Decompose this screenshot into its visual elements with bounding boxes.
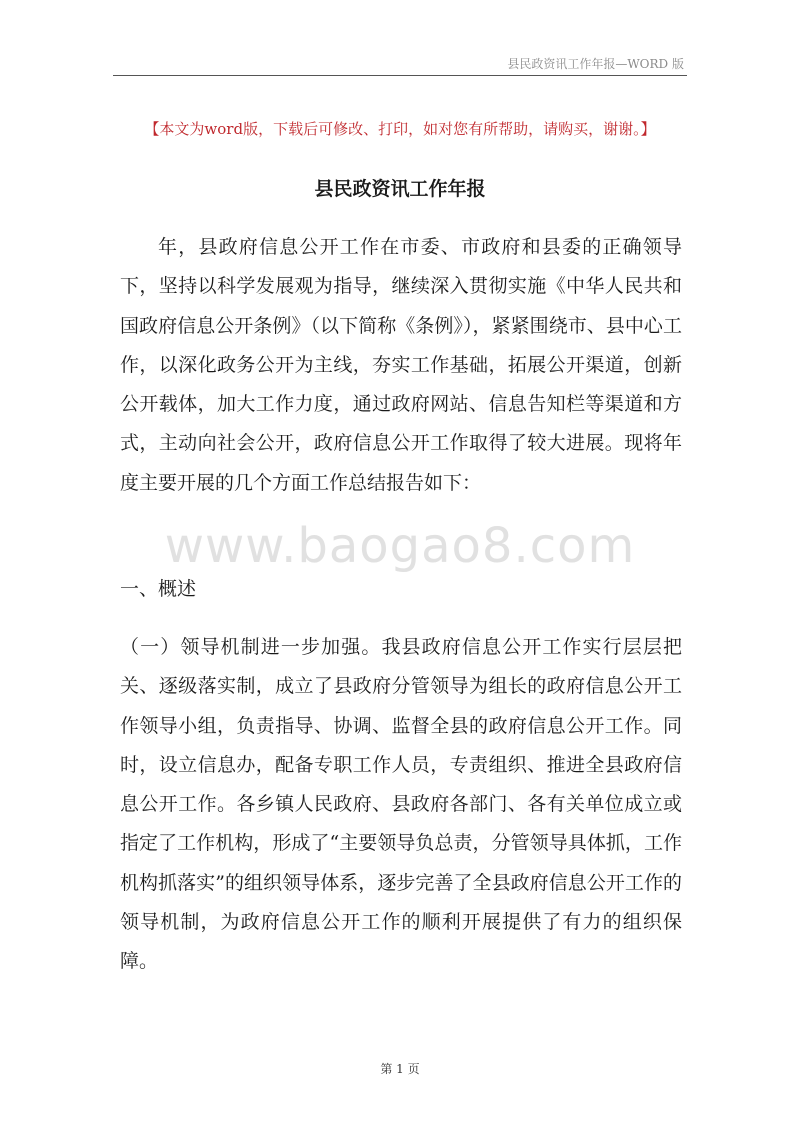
section-heading: 一、概述 <box>120 578 197 600</box>
running-header: 县民政资讯工作年报—WORD 版 <box>507 57 684 71</box>
page-number: 第 1 页 <box>380 1062 420 1076</box>
header-divider <box>113 75 687 76</box>
document-title: 县民政资讯工作年报 <box>314 178 486 200</box>
download-notice: 【本文为word版，下载后可修改、打印，如对您有所帮助，请购买，谢谢。】 <box>144 120 656 138</box>
intro-paragraph: 年，县政府信息公开工作在市委、市政府和县委的正确领导下，坚持以科学发展观为指导，继续深入贯彻实施《中华人民共和国政府信息公开条例》（以下简称《条例》），紧紧围绕市、县中心工作，以深化政务公开为主线，夯实工作基础，拓展公开渠道，创新公开载体，加大工作力度，通过政府网站、信息告知栏等渠道和方式，主动向社会公开，政府信息公开工作取得了较大进展。现将年度主要开展的几个方面工作总结报告如下： <box>120 236 682 494</box>
body-paragraph: （一）领导机制进一步加强。我县政府信息公开工作实行层层把关、逐级落实制，成立了县政府分管领导为组长的政府信息公开工作领导小组，负责指导、协调、监督全县的政府信息公开工作。同时，设立信息办，配备专职工作人员，专责组织、推进全县政府信息公开工作。各乡镇人民政府、县政府各部门、各有关单位成立或指定了工作机构，形成了“主要领导负总责，分管领导具体抓，工作机构抓落实”的组织领导体系，逐步完善了全县政府信息公开工作的领导机制，为政府信息公开工作的顺利开展提供了有力的组织保障。 <box>120 636 682 973</box>
watermark-text: www.baogao8.com <box>164 518 636 574</box>
